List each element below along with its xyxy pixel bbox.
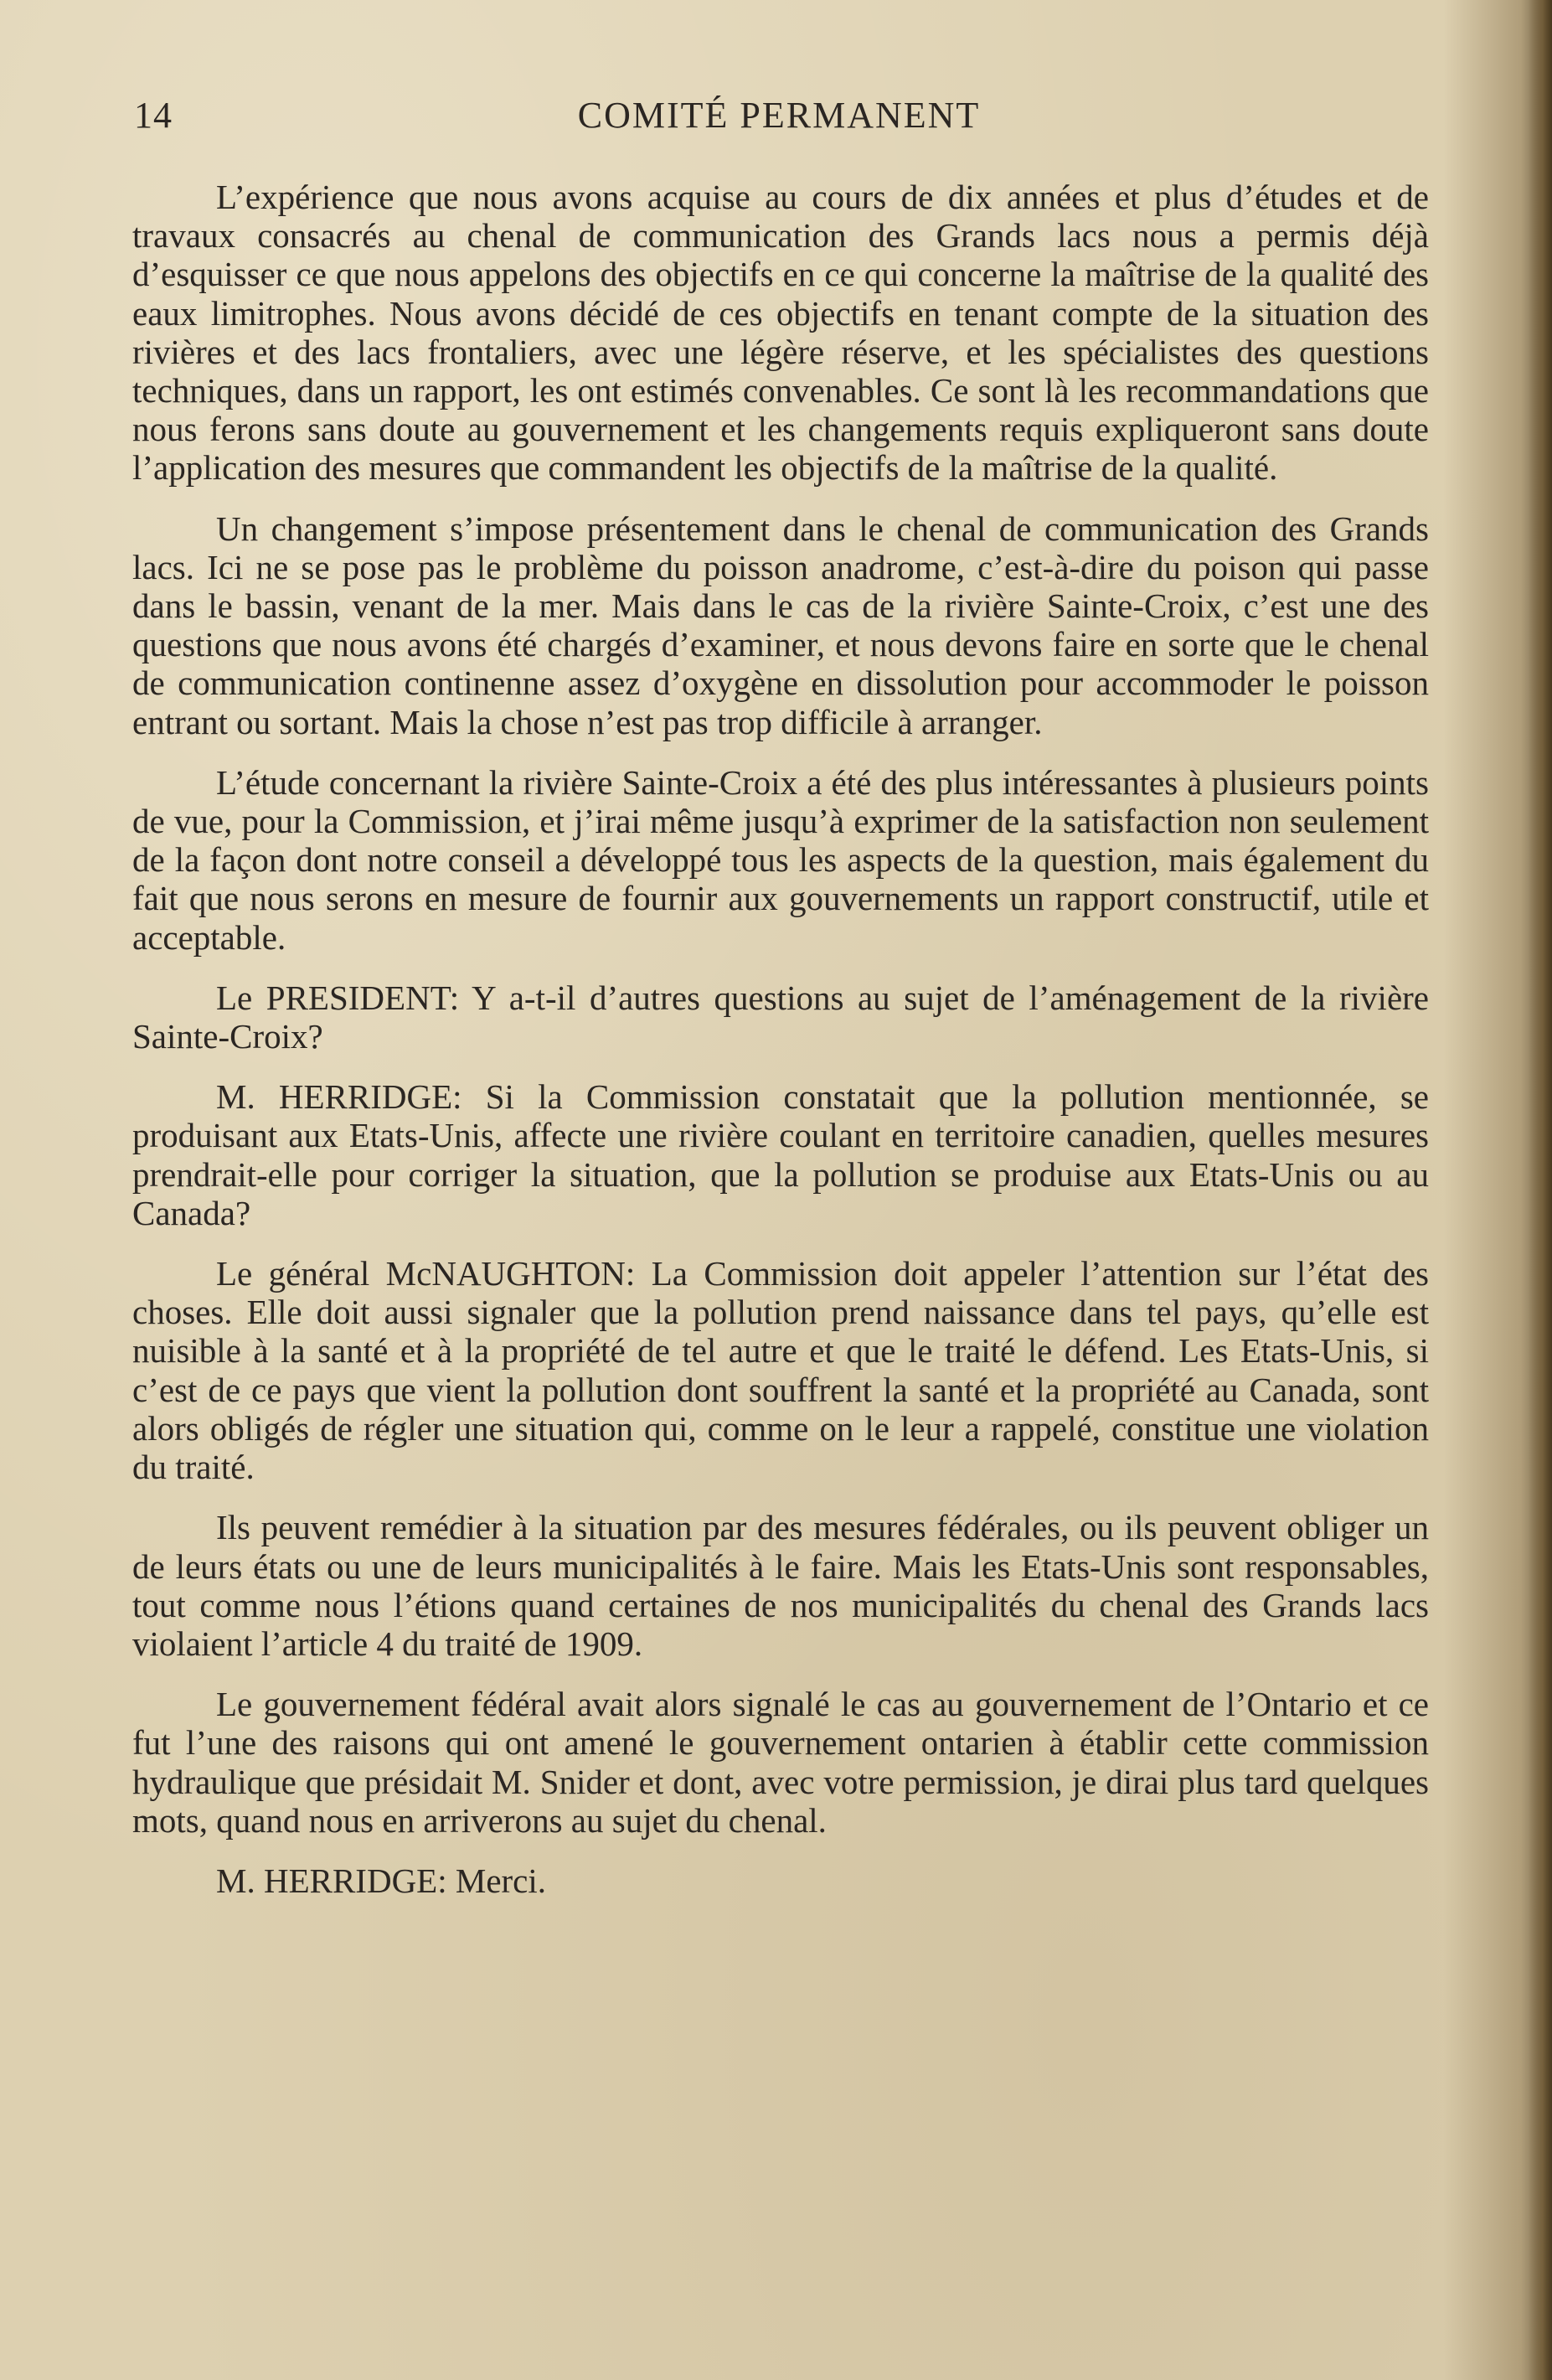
- paragraph-mcnaughton-answer: Le général McNAUGHTON: La Commission doit appeler l’attention sur l’état des choses. Elle doit aussi signaler que la pollution prend naissance dans tel pays, qu’elle est nuisible à la santé et à la propriété de tel autre et que le traité le défend. Les Etats-Unis, si c’est de ce pays que vient la pollution dont souffrent la santé et la propriété au Canada, sont alors obligés de régler une situation qui, comme on le leur a rappelé, constitue une violation du traité.: [132, 1254, 1429, 1487]
- running-title: COMITÉ PERMANENT: [577, 95, 981, 136]
- paragraph-7: Ils peuvent remédier à la situation par des mesures fédérales, ou ils peuvent obliger un de leurs états ou une de leurs municipalités à le faire. Mais les Etats-Unis sont responsables, tout comme nous l’étions quand certaines de nos municipalités du chenal des Grands lacs violaient l’article 4 du traité de 1909.: [132, 1508, 1429, 1663]
- paragraph-president-question: Le PRESIDENT: Y a-t-il d’autres questions au sujet de l’aménagement de la rivière Sainte-Croix?: [132, 978, 1429, 1056]
- paragraph-3: L’étude concernant la rivière Sainte-Croix a été des plus intéressantes à plusieurs points de vue, pour la Commission, et j’irai même jusqu’à exprimer de la satisfaction non seulement de la façon dont notre conseil a développé tous les aspects de la question, mais également du fait que nous serons en mesure de fournir aux gouvernements un rapport constructif, utile et acceptable.: [132, 762, 1429, 957]
- page-header: [134, 94, 1424, 144]
- page-edge-shadow: [1529, 0, 1552, 2380]
- paragraph-herridge-thanks: M. HERRIDGE: Merci.: [216, 1861, 547, 1900]
- body-text: [132, 178, 1429, 1900]
- page-number: 14: [134, 95, 173, 136]
- paragraph-herridge-question: M. HERRIDGE: Si la Commission constatait que la pollution mentionnée, se produisant aux Etats-Unis, affecte une rivière coulant en territoire canadien, quelles mesures prendrait-elle pour corriger la situation, que la pollution se produise aux Etats-Unis ou au Canada?: [132, 1077, 1429, 1232]
- paragraph-8: Le gouvernement fédéral avait alors signalé le cas au gouvernement de l’Ontario et ce fut l’une des raisons qui ont amené le gouvernement ontarien à établir cette commission hydraulique que présidait M. Snider et dont, avec votre permission, je dirai plus tard quelques mots, quand nous en arriverons au sujet du chenal.: [132, 1685, 1429, 1840]
- paragraph-1: L’expérience que nous avons acquise au cours de dix années et plus d’études et de travaux consacrés au chenal de communication des Grands lacs nous a permis déjà d’esquisser ce que nous appelons des objectifs en ce qui concerne la maîtrise de la qualité des eaux limitrophes. Nous avons décidé de ces objectifs en tenant compte de la situation des rivières et des lacs frontaliers, avec une légère réserve, et les spécialistes des questions techniques, dans un rapport, les ont estimés convenables. Ce sont là les recommandations que nous ferons sans doute au gouvernement et les changements requis expliqueront sans doute l’application des mesures que commandent les objectifs de la maîtrise de la qualité.: [132, 178, 1429, 488]
- paragraph-2: Un changement s’impose présentement dans le chenal de communication des Grands lacs. Ici ne se pose pas le problème du poisson anadrome, c’est-à-dire du poison qui passe dans le bassin, venant de la mer. Mais dans le cas de la rivière Sainte-Croix, c’est une des questions que nous avons été chargés d’examiner, et nous devons faire en sorte que le chenal de communication continenne assez d’oxygène en dissolution pour accommoder le poisson entrant ou sortant. Mais la chose n’est pas trop difficile à arranger.: [132, 509, 1429, 741]
